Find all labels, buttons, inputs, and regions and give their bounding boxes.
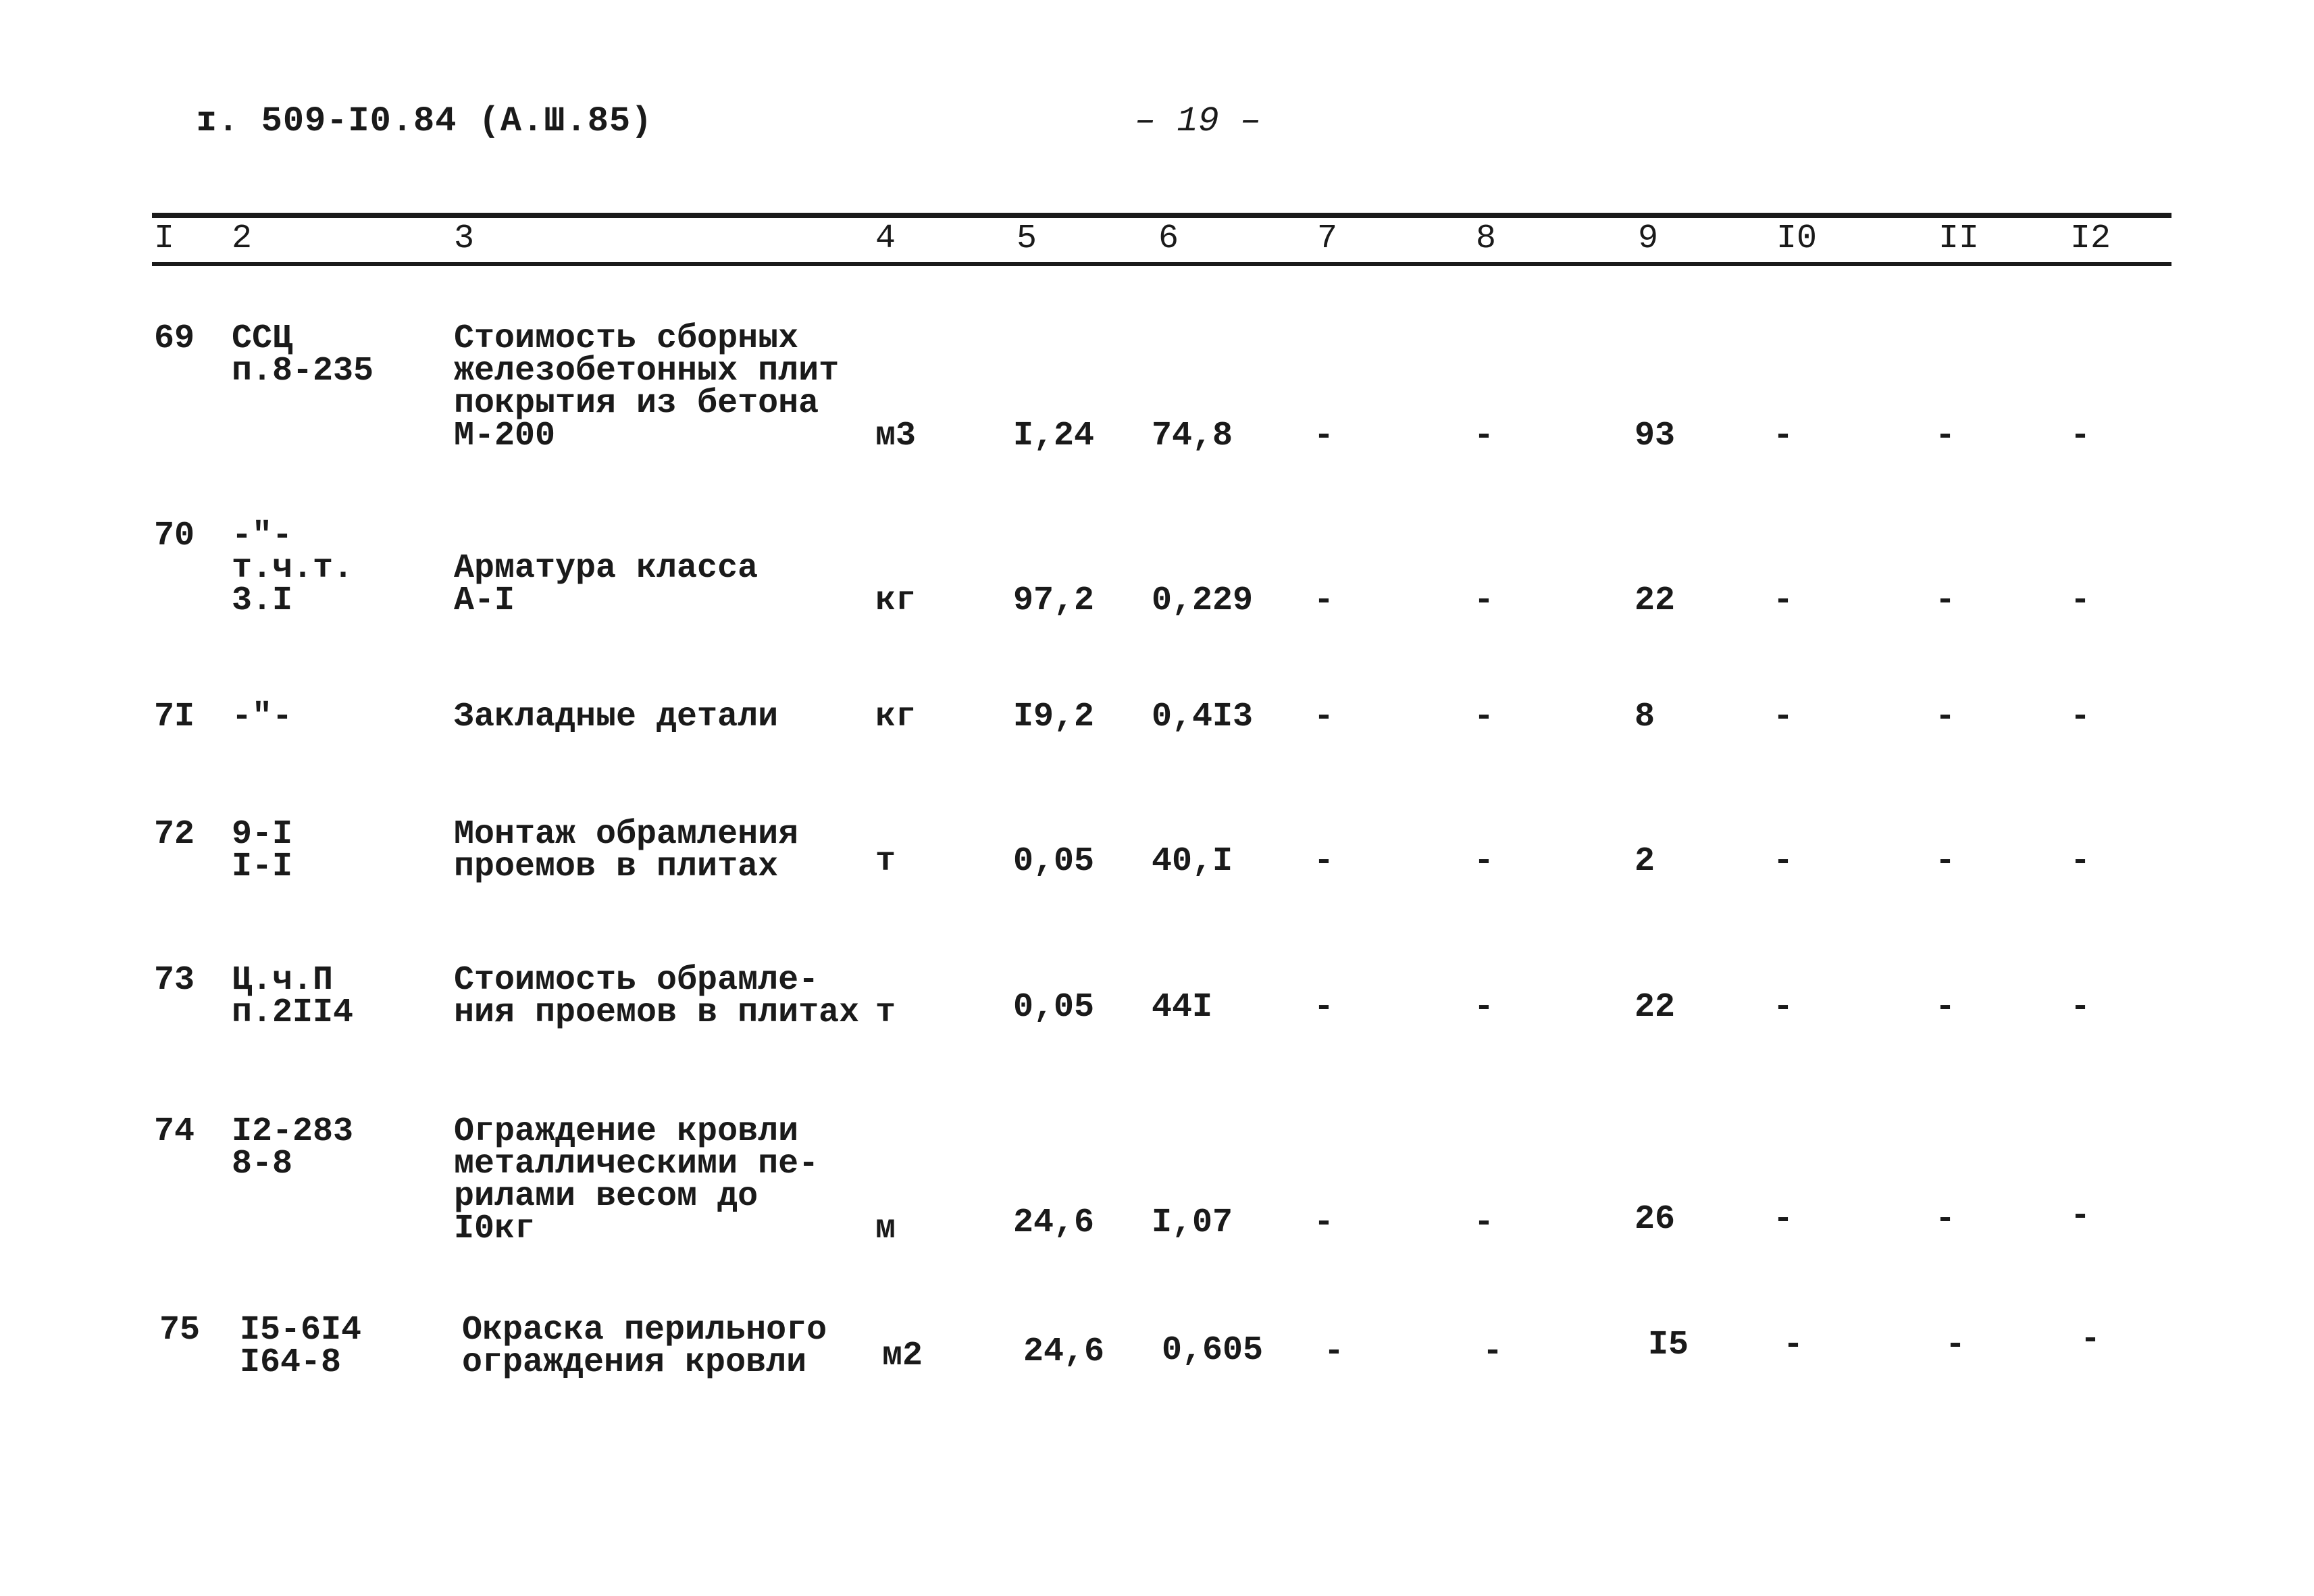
col-12-value: - xyxy=(2070,842,2091,881)
row-number: 73 xyxy=(154,961,195,1000)
col-10-value: - xyxy=(1773,1200,1794,1239)
quantity: 24,6 xyxy=(1023,1333,1105,1371)
unit: т xyxy=(875,842,896,881)
page-number: – 19 – xyxy=(1135,101,1262,141)
col-8-value: - xyxy=(1474,1204,1495,1242)
col-7-value: - xyxy=(1314,698,1335,736)
column-header-6: 6 xyxy=(1158,220,1179,258)
norm-code: 9-I I-I xyxy=(232,815,293,886)
col-7-value: - xyxy=(1314,582,1335,620)
unit: т xyxy=(875,994,896,1032)
quantity: 97,2 xyxy=(1013,582,1095,620)
total-value: I5 xyxy=(1648,1326,1689,1364)
norm-code: I2-283 8-8 xyxy=(232,1112,354,1183)
col-12-value: - xyxy=(2070,698,2091,736)
col-11-value: - xyxy=(1935,582,1956,620)
col-12-value: - xyxy=(2080,1320,2101,1359)
column-header-5: 5 xyxy=(1017,220,1037,258)
col-7-value: - xyxy=(1314,842,1335,881)
column-header-2: 2 xyxy=(232,220,253,258)
work-description: Ограждение кровли металлическими пе- рилами весом до I0кг xyxy=(454,1112,819,1248)
column-header-12: I2 xyxy=(2070,220,2111,258)
col-11-value: - xyxy=(1945,1326,1966,1364)
col-10-value: - xyxy=(1773,698,1794,736)
total-value: 2 xyxy=(1635,842,1655,881)
col-10-value: - xyxy=(1773,988,1794,1027)
quantity: 0,05 xyxy=(1013,842,1095,881)
col-10-value: - xyxy=(1773,582,1794,620)
work-description: Стоимость обрамле- ния проемов в плитах xyxy=(454,961,860,1032)
work-description: Арматура класса А-I xyxy=(454,549,759,620)
column-header-3: 3 xyxy=(454,220,475,258)
col-12-value: - xyxy=(2070,1197,2091,1235)
unit-price: 40,I xyxy=(1152,842,1233,881)
unit-price: I,07 xyxy=(1152,1204,1233,1242)
unit-price: 0,4I3 xyxy=(1152,698,1254,736)
unit: м3 xyxy=(875,417,917,455)
unit: м xyxy=(875,1210,896,1248)
unit-price: 44I xyxy=(1152,988,1213,1027)
column-header-10: I0 xyxy=(1776,220,1818,258)
total-value: 8 xyxy=(1635,698,1655,736)
col-7-value: - xyxy=(1324,1333,1345,1371)
col-11-value: - xyxy=(1935,842,1956,881)
quantity: 24,6 xyxy=(1013,1204,1095,1242)
unit: кг xyxy=(875,582,917,620)
col-12-value: - xyxy=(2070,582,2091,620)
document-code: ɪ. 509-I0.84 (А.Ш.85) xyxy=(196,101,653,141)
total-value: 22 xyxy=(1635,988,1676,1027)
quantity: 0,05 xyxy=(1013,988,1095,1027)
col-8-value: - xyxy=(1474,842,1495,881)
unit-price: 0,605 xyxy=(1162,1331,1264,1370)
col-11-value: - xyxy=(1935,1200,1956,1239)
column-header-1: I xyxy=(154,220,175,258)
row-number: 75 xyxy=(159,1311,201,1349)
col-8-value: - xyxy=(1474,698,1495,736)
col-8-value: - xyxy=(1474,417,1495,455)
col-8-value: - xyxy=(1483,1333,1503,1371)
quantity: I,24 xyxy=(1013,417,1095,455)
norm-code: I5-6I4 I64-8 xyxy=(240,1311,362,1382)
norm-code: Ц.ч.П п.2II4 xyxy=(232,961,354,1032)
total-value: 22 xyxy=(1635,582,1676,620)
work-description: Монтаж обрамления проемов в плитах xyxy=(454,815,799,886)
col-7-value: - xyxy=(1314,988,1335,1027)
col-8-value: - xyxy=(1474,988,1495,1027)
total-value: 26 xyxy=(1635,1200,1676,1239)
col-7-value: - xyxy=(1314,1204,1335,1242)
unit: кг xyxy=(875,698,917,736)
col-11-value: - xyxy=(1935,988,1956,1027)
column-header-8: 8 xyxy=(1476,220,1497,258)
col-10-value: - xyxy=(1783,1326,1804,1364)
norm-code: ССЦ п.8-235 xyxy=(232,319,374,390)
norm-code: -"- xyxy=(232,698,293,736)
unit: м2 xyxy=(882,1337,923,1375)
work-description: Закладные детали xyxy=(454,698,779,736)
work-description: Окраска перильного ограждения кровли xyxy=(462,1311,827,1382)
col-8-value: - xyxy=(1474,582,1495,620)
row-number: 72 xyxy=(154,815,195,854)
row-number: 74 xyxy=(154,1112,195,1151)
col-10-value: - xyxy=(1773,842,1794,881)
column-header-11: II xyxy=(1938,220,1980,258)
column-header-9: 9 xyxy=(1638,220,1659,258)
unit-price: 74,8 xyxy=(1152,417,1233,455)
col-12-value: - xyxy=(2070,417,2091,455)
quantity: I9,2 xyxy=(1013,698,1095,736)
total-value: 93 xyxy=(1635,417,1676,455)
column-header-7: 7 xyxy=(1317,220,1338,258)
col-12-value: - xyxy=(2070,988,2091,1027)
norm-code: -"- т.ч.т. 3.I xyxy=(232,517,354,620)
col-11-value: - xyxy=(1935,698,1956,736)
row-number: 70 xyxy=(154,517,195,555)
col-7-value: - xyxy=(1314,417,1335,455)
col-11-value: - xyxy=(1935,417,1956,455)
col-10-value: - xyxy=(1773,417,1794,455)
row-number: 69 xyxy=(154,319,195,358)
unit-price: 0,229 xyxy=(1152,582,1254,620)
column-header-4: 4 xyxy=(875,220,896,258)
row-number: 7I xyxy=(154,698,195,736)
work-description: Стоимость сборных железобетонных плит покрытия из бетона М-200 xyxy=(454,319,840,455)
